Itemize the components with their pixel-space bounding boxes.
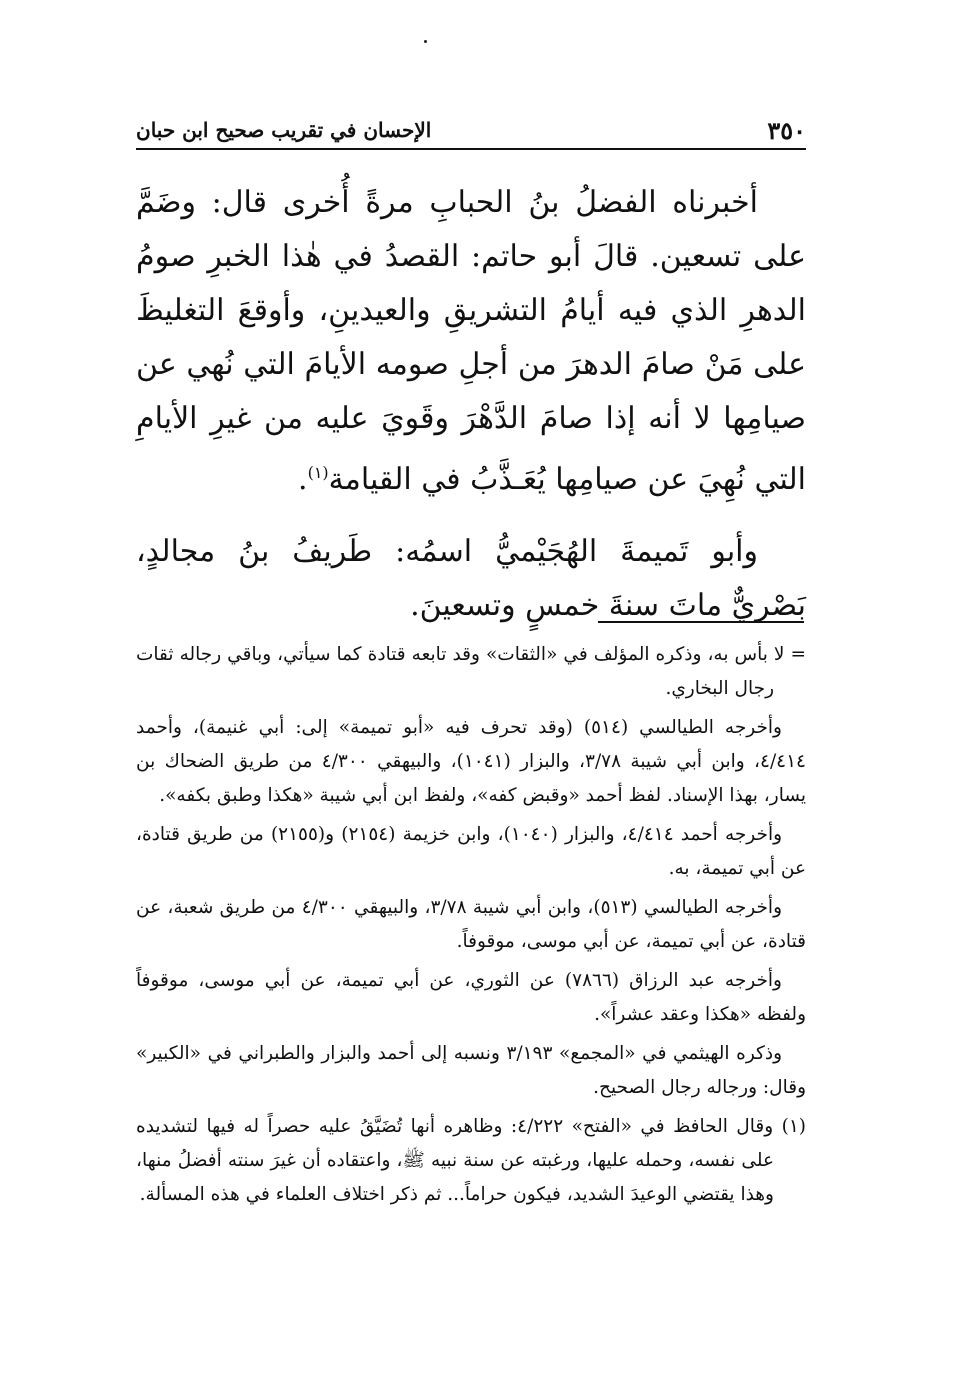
page-number: ٣٥٠	[767, 116, 806, 145]
page-header	[136, 112, 806, 150]
main-text	[136, 176, 806, 633]
footnote-separator	[598, 621, 804, 623]
print-speck	[424, 40, 427, 43]
main-paragraph-1-end: .	[298, 462, 308, 497]
footnote-reference: (١)	[307, 463, 329, 482]
running-title: الإحسان في تقريب صحيح ابن حبان	[136, 118, 432, 142]
footnote-paragraph: وأخرجه عبد الرزاق (٧٨٦٦) عن الثوري، عن أبي تميمة، عن أبي موسى، موقوفاً ولفظه «هكذا وعقد عشراً».	[136, 970, 806, 1025]
footnote-paragraph: وأخرجه الطيالسي (٥١٤) (وقد تحرف فيه «أبو تميمة» إلى: أبي غنيمة)، وأحمد ٤/٤١٤، وابن أبي شيبة ٣/٧٨، والبزار (١٠٤١)، والبيهقي ٤/٣٠٠ من طريق الضحاك بن يسار، بهذا الإسناد. لفظ أحمد «وقبض كفه»، ولفظ ابن أبي شيبة «هكذا وطبق بكفه».	[136, 717, 806, 806]
footnote-continuation: = لا بأس به، وذكره المؤلف في «الثقات» وقد تابعه قتادة كما سيأتي، وباقي رجاله ثقات رجال البخاري.	[136, 644, 806, 699]
footnote-paragraph: وذكره الهيثمي في «المجمع» ٣/١٩٣ ونسبه إلى أحمد والبزار والطبراني في «الكبير» وقال: ورجاله رجال الصحيح.	[136, 1043, 806, 1098]
footnotes	[136, 638, 806, 1212]
main-paragraph-2: وأبو تَميمةَ الهُجَيْميُّ اسمُه: طَريفُ بنُ مجالدٍ، بَصْريٌّ ماتَ سنةَ خمسٍ وتسعينَ.	[136, 534, 806, 623]
main-paragraph-1-text: أخبرناه الفضلُ بنُ الحبابِ مرةً أُخرى قال: وضَمَّ على تسعين. قالَ أبو حاتم: القصدُ في هٰذا الخبرِ صومُ الدهرِ الذي فيه أيامُ التشريقِ والعيدينِ، وأوقعَ التغليظَ على مَنْ صامَ الدهرَ من أجلِ صومه الأيامَ التي نُهي عن صيامِها لا أنه إذا صامَ الدَّهْرَ وقَويَ عليه من غيرِ الأيامِ التي نُهِيَ عن صيامِها يُعَـذَّبُ في القيامة	[136, 185, 806, 497]
footnote-paragraph: وأخرجه أحمد ٤/٤١٤، والبزار (١٠٤٠)، وابن خزيمة (٢١٥٤) و(٢١٥٥) من طريق قتادة، عن أبي تميمة، به.	[136, 824, 806, 879]
footnote-1: (١) وقال الحافظ في «الفتح» ٤/٢٢٢: وظاهره أنها تُضَيَّقُ عليه حصراً له فيها لتشديده على نفسه، وحمله عليها، ورغبته عن سنة نبيه ﷺ، واعتقاده أن غيرَ سنته أفضلُ منها، وهذا يقتضي الوعيدَ الشديد، فيكون حراماً... ثم ذكر اختلاف العلماء في هذه المسألة.	[136, 1116, 806, 1205]
footnote-paragraph: وأخرجه الطيالسي (٥١٣)، وابن أبي شيبة ٣/٧٨، والبيهقي ٤/٣٠٠ من طريق شعبة، عن قتادة، عن أبي تميمة، عن أبي موسى، موقوفاً.	[136, 897, 806, 952]
main-paragraph-1	[136, 176, 806, 507]
